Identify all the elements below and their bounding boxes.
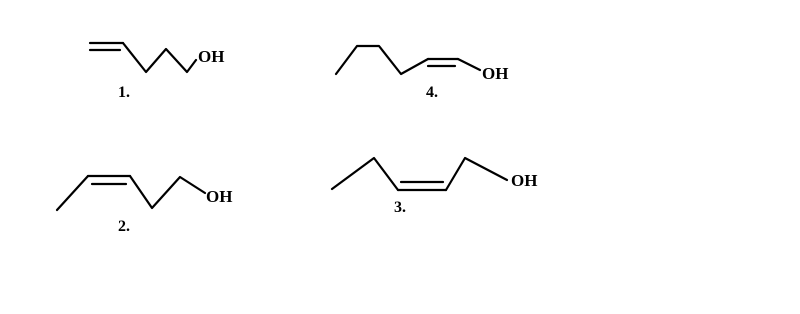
compound-1-structure <box>90 43 224 101</box>
compound-3-chain <box>332 158 398 190</box>
compound-4-oh-label: OH <box>482 64 509 83</box>
compound-3-oh-label: OH <box>511 171 538 190</box>
compound-1-number: 1. <box>118 84 130 101</box>
compound-4-co-bond <box>458 59 480 70</box>
compound-4-number: 4. <box>426 84 438 101</box>
compound-4-structure <box>336 46 508 101</box>
compound-1-oh-label: OH <box>198 47 225 66</box>
compound-3-structure <box>332 158 537 216</box>
compound-2-terminal-bond <box>57 176 88 210</box>
compound-1-chain <box>123 43 196 72</box>
compound-2-chain <box>130 176 205 208</box>
compound-2-oh-label: OH <box>206 187 233 206</box>
compound-2-number: 2. <box>118 218 130 235</box>
compound-2-structure <box>57 176 232 235</box>
compound-4-chain <box>336 46 428 74</box>
compound-3-terminal-chain <box>446 158 507 190</box>
compound-3-number: 3. <box>394 199 406 216</box>
